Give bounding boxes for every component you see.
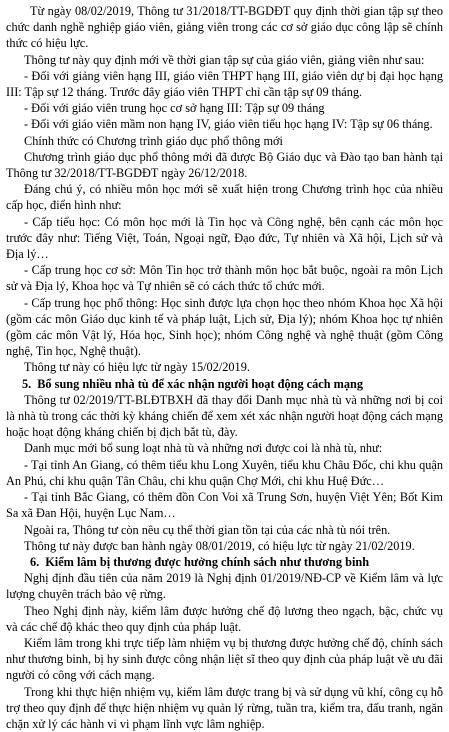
paragraph: Kiểm lâm trong khi trực tiếp làm nhiệm vụ bị thương được hưởng chế độ, chính sách như thương binh, bị hy sinh được công nhận liệt sĩ theo quy định của pháp luật về ưu đãi người có công với cách mạng.: [6, 635, 443, 683]
list-item: - Cấp trung học cơ sở: Môn Tin học trở thành môn học bắt buộc, ngoài ra môn Lịch sử và Địa lý, Khoa học và Tự nhiên sẽ có cách thức tổ chức mới.: [6, 263, 443, 294]
paragraph: Đáng chú ý, có nhiều môn học mới sẽ xuất hiện trong Chương trình học của nhiều cấp học, điển hình như:: [6, 182, 443, 213]
paragraph: Nghị định đầu tiên của năm 2019 là Nghị định 01/2019/NĐ-CP về Kiểm lâm và lực lượng chuyên trách bảo vệ rừng.: [6, 571, 443, 602]
list-item: - Đối với giáo viên trung học cơ sở hạng III: Tập sự 09 tháng: [24, 101, 325, 116]
list-item: - Cấp tiểu học: Có môn học mới là Tin học và Công nghệ, bên cạnh các môn học trước đây như: Tiếng Việt, Toán, Ngoại ngữ, Đạo đức, Tự nhiên và Xã hội, Lịch sử và Địa lý…: [6, 214, 443, 262]
paragraph: Thông tư này quy định mới về thời gian tập sự của giáo viên, giảng viên như sau:: [24, 52, 425, 67]
section-heading: [6, 376, 443, 392]
section-number: 5.: [22, 376, 32, 391]
list-item: - Cấp trung học phổ thông: Học sinh được lựa chọn học theo nhóm Khoa học Xã hội (gồm các môn Giáo dục kinh tế và pháp luật, Lịch sử, Địa lý); nhóm Khoa học tự nhiên (gồm các môn Vật lý, Hóa học, Sinh học); nhóm Công nghệ và nghệ thuật (gồm Công nghệ, Tin học, Nghệ thuật).: [6, 295, 443, 359]
list-item: - Đối với giáo viên mầm non hạng IV, giáo viên tiểu học hạng IV: Tập sự 06 tháng.: [24, 117, 433, 132]
paragraph: Từ ngày 08/02/2019, Thông tư 31/2018/TT-BGDĐT quy định thời gian tập sự theo chức danh nghề nghiệp giáo viên, giảng viên trong các cơ sở giáo dục công lập sẽ chính thức có hiệu lực.: [6, 4, 443, 51]
paragraph: Danh mục mới bổ sung loạt nhà tù và những nơi được coi là nhà tù, như:: [24, 441, 383, 456]
list-item: - Đối với giảng viên hạng III, giáo viên THPT hạng III, giáo viên dự bị đại học hạng III: Tập sự 12 tháng. Trước đây giáo viên THPT chỉ cần tập sự 09 tháng.: [6, 68, 443, 100]
list-item: - Tại tỉnh An Giang, có thêm tiểu khu Long Xuyên, tiểu khu Châu Đốc, chi khu quận An Phú, chi khu quận Tân Châu, chi khu quận Chợ Mới, chi khu Huệ Đức…: [6, 457, 443, 488]
paragraph: Thông tư này có hiệu lực từ ngày 15/02/2019.: [24, 360, 250, 375]
paragraph: Thông tư 02/2019/TT-BLĐTBXH đã thay đổi Danh mục nhà tù và những nơi bị coi là nhà tù trong các thời kỳ kháng chiến để xem xét xác nhận người hoạt động cách mạng hoặc hoạt động kháng chiến bị địch bắt tù, đày.: [6, 392, 443, 440]
subheading: Chính thức có Chương trình giáo dục phổ thông mới: [24, 133, 283, 148]
section-title: Kiểm lâm bị thương được hưởng chính sách như thương binh: [45, 554, 370, 569]
paragraph: Theo Nghị định này, kiểm lâm được hưởng chế độ lương theo ngạch, bậc, chức vụ và các chế độ khác theo quy định của pháp luật.: [6, 603, 443, 634]
section-title: Bổ sung nhiều nhà tù để xác nhận người hoạt động cách mạng: [37, 376, 364, 391]
paragraph: Thông tư này được ban hành ngày 08/01/2019, có hiệu lực từ ngày 21/02/2019.: [24, 538, 415, 553]
section-number: 6.: [30, 554, 40, 569]
paragraph: Trong khi thực hiện nhiệm vụ, kiểm lâm được trang bị và sử dụng vũ khí, công cụ hỗ trợ theo quy định để thực hiện nhiệm vụ quản lý rừng, tuần tra, kiểm tra, đấu tranh, ngăn chặn xử lý các hành vi vi phạm lĩnh vực lâm nghiệp.: [6, 684, 443, 731]
paragraph: Ngoài ra, Thông tư còn nêu cụ thể thời gian tồn tại của các nhà tù nói trên.: [24, 522, 391, 537]
list-item: - Tại tỉnh Bắc Giang, có thêm đồn Con Voi xã Trung Sơn, huyện Việt Yên; Bốt Kim Sa xã Đan Hội, huyện Lục Nam…: [6, 490, 443, 521]
section-heading: [6, 554, 443, 570]
paragraph: Chương trình giáo dục phổ thông mới đã được Bộ Giáo dục và Đào tạo ban hành tại Thông tư 32/2018/TT-BGDĐT ngày 26/12/2018.: [6, 149, 443, 181]
